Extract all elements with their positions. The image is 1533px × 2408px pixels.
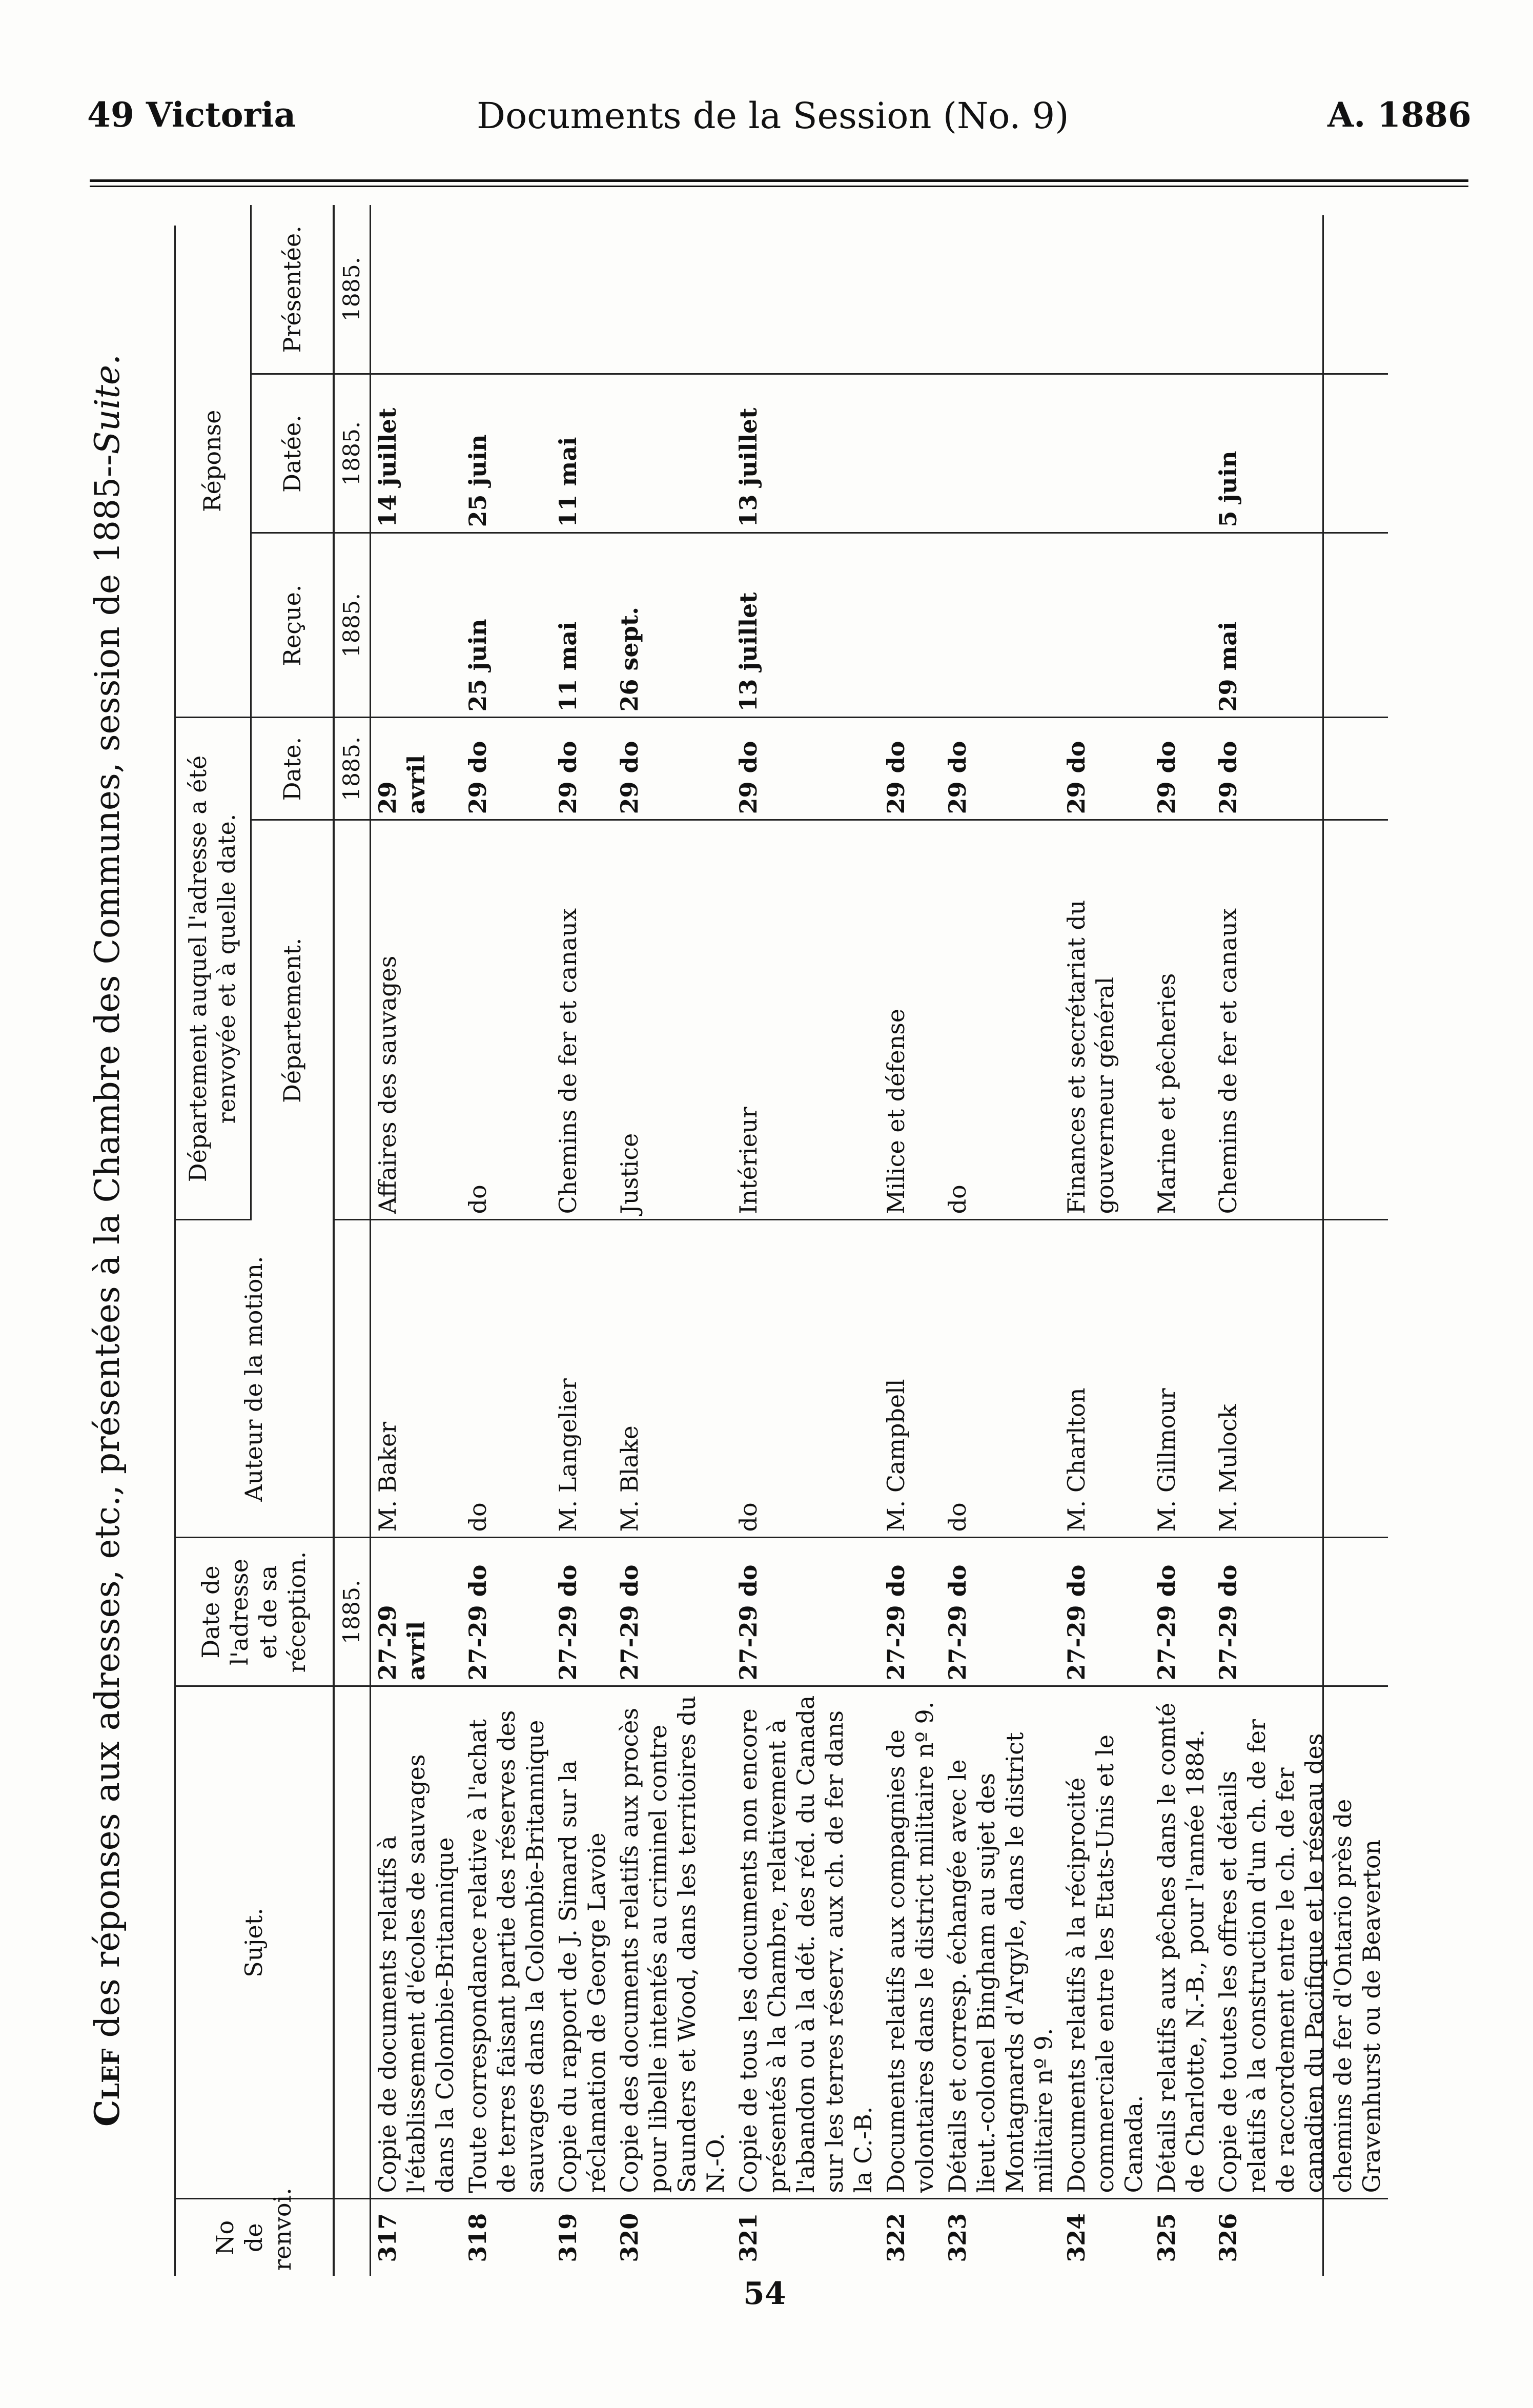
row-departement: Milice et défense [880,820,941,1220]
row-presentee [732,205,880,374]
row-date: 29 do [551,718,613,820]
col-header-departement-group: Département auquel l'adresse a été renvoyée et à quelle date. [174,718,251,1220]
col-header-date-adresse: Date de l'adresse et de sa réception. [174,1538,334,1686]
table-row [1212,205,1388,2276]
row-number: 320 [616,2213,643,2262]
row-auteur: M. Campbell [880,1220,941,1538]
row-presentee [371,205,462,374]
row-date-adresse: 27-29 do [551,1538,613,1686]
table-row [880,205,941,2276]
row-date-adresse: 27-29 do [941,1538,1060,1686]
row-auteur: M. Blake [613,1220,732,1538]
row-number: 325 [1153,2213,1180,2262]
row-auteur: M. Gillmour [1150,1220,1212,1538]
row-sujet: Documents relatifs à la réciprocité commerciale entre les Etats-Unis et le Canada. [1060,1686,1150,2199]
row-datee [941,374,1060,533]
year-date: 1885. [334,718,371,820]
row-datee: 14 juillet [371,374,462,533]
header-rule [90,179,1468,182]
col-header-auteur: Auteur de la motion. [174,1220,334,1538]
row-departement: Chemins de fer et canaux [1212,820,1388,1220]
row-date-adresse: 27-29 do [732,1538,880,1686]
row-number: 324 [1062,2213,1090,2262]
running-head [0,85,1533,141]
row-presentee [1212,205,1388,374]
row-departement: Affaires des sauvages [371,820,462,1220]
row-date: 29 avril [371,718,462,820]
row-presentee [1060,205,1150,374]
running-head-center: Documents de la Session (No. 9) [477,95,1069,137]
col-header-presentee: Présentée. [251,205,334,374]
row-datee [1060,374,1150,533]
col-header-no: No de renvoi. [211,2188,296,2271]
caption-suite: Suite. [88,354,127,455]
table-caption [87,205,127,2276]
row-auteur: M. Charlton [1060,1220,1150,1538]
row-presentee [613,205,732,374]
row-recue [371,533,462,718]
year-blank-auteur [334,1220,371,1538]
year-presentee: 1885. [334,205,371,374]
row-datee: 13 juillet [732,374,880,533]
rotated-table-wrapper [87,205,1385,2276]
row-date: 29 do [732,718,880,820]
row-date-adresse: 27-29 avril [371,1538,462,1686]
row-number: 326 [1214,2213,1242,2262]
col-header-recue: Reçue. [251,533,334,718]
row-departement: Chemins de fer et canaux [551,820,613,1220]
row-departement: do [941,820,1060,1220]
row-recue: 11 mai [551,533,613,718]
row-auteur: M. Langelier [551,1220,613,1538]
row-auteur: do [941,1220,1060,1538]
table-row [1060,205,1150,2276]
row-recue: 13 juillet [732,533,880,718]
row-sujet: Copie de tous les documents non encore présentés à la Chambre, relativement à l'abandon ou à la dét. des réd. du Canada sur les terres réserv. aux ch. de fer dans la C.-B. [732,1686,880,2199]
row-date-adresse: 27-29 do [613,1538,732,1686]
row-date-adresse: 27-29 do [1212,1538,1388,1686]
row-number: 323 [944,2213,971,2262]
running-head-left: 49 Victoria [87,95,296,135]
row-sujet: Copie de toutes les offres et détails relatifs à la construction d'un ch. de fer de raccordement entre le ch. de fer canadien du Pacifique et le réseau des chemins de fer d'Ontario près de Gravenhurst ou de Beaverton [1212,1686,1388,2199]
row-datee [1150,374,1212,533]
col-header-datee: Datée. [251,374,334,533]
year-recue: 1885. [334,533,371,718]
row-date: 29 do [1212,718,1388,820]
row-auteur: do [461,1220,551,1538]
row-number: 319 [554,2213,582,2262]
row-departement: Finances et secrétariat du gouverneur général [1060,820,1150,1220]
row-sujet: Toute correspondance relative à l'achat de terres faisant partie des réserves des sauvages dans la Colombie-Britannique [461,1686,551,2199]
row-number: 321 [734,2213,762,2262]
row-sujet: Copie de documents relatifs à l'établissement d'écoles de sauvages dans la Colombie-Britannique [371,1686,462,2199]
row-auteur: do [732,1220,880,1538]
row-number: 322 [882,2213,910,2262]
col-header-date: Date. [251,718,334,820]
row-recue: 29 mai [1212,533,1388,718]
row-recue [941,533,1060,718]
row-date-adresse: 27-29 do [461,1538,551,1686]
page-number: 54 [743,2276,786,2312]
running-head-right: A. 1886 [1327,95,1471,135]
row-presentee [1150,205,1212,374]
reply-ledger-table [174,205,1388,2276]
row-number: 318 [464,2213,492,2262]
col-header-reponse: Réponse [174,205,251,718]
year-datee: 1885. [334,374,371,533]
row-sujet: Documents relatifs aux compagnies de volontaires dans le district militaire nº 9. [880,1686,941,2199]
row-datee: 11 mai [551,374,613,533]
year-date-adresse: 1885. [334,1538,371,1686]
row-departement: Justice [613,820,732,1220]
table-row [941,205,1060,2276]
col-header-departement: Département. [251,820,334,1220]
caption-lead: Clef [87,2048,127,2127]
row-auteur: M. Mulock [1212,1220,1388,1538]
row-presentee [880,205,941,374]
year-blank-sujet [334,1686,371,2199]
row-sujet: Détails et corresp. échangée avec le lieut.-colonel Bingham au sujet des Montagnards d'Argyle, dans le district militaire nº 9. [941,1686,1060,2199]
row-sujet: Copie du rapport de J. Simard sur la réclamation de George Lavoie [551,1686,613,2199]
row-departement: do [461,820,551,1220]
row-date-adresse: 27-29 do [1150,1538,1212,1686]
table-row [732,205,880,2276]
ledger-body [371,205,1388,2276]
row-recue: 25 juin [461,533,551,718]
header-rule-thin [90,186,1468,187]
table-row [1150,205,1212,2276]
row-date: 29 do [880,718,941,820]
row-sujet: Détails relatifs aux pêches dans le comté de Charlotte, N.-B., pour l'année 1884. [1150,1686,1212,2199]
caption-text: des réponses aux adresses, etc., présentées à la Chambre des Communes, session de 1885-- [88,454,127,2049]
row-date: 29 do [613,718,732,820]
row-datee: 25 juin [461,374,551,533]
row-datee [613,374,732,533]
row-datee [880,374,941,533]
row-date-adresse: 27-29 do [1060,1538,1150,1686]
row-number: 317 [374,2213,401,2262]
row-date: 29 do [1150,718,1212,820]
row-datee: 5 juin [1212,374,1388,533]
year-blank [334,2199,371,2276]
table-row [461,205,551,2276]
row-recue [1060,533,1150,718]
row-date: 29 do [1060,718,1150,820]
col-header-sujet: Sujet. [174,1686,334,2199]
row-auteur: M. Baker [371,1220,462,1538]
row-departement: Marine et pêcheries [1150,820,1212,1220]
row-departement: Intérieur [732,820,880,1220]
row-recue: 26 sept. [613,533,732,718]
row-presentee [941,205,1060,374]
table-row [551,205,613,2276]
row-sujet: Copie des documents relatifs aux procès pour libelle intentés au criminel contre Saunders et Wood, dans les territoires du N.-O. [613,1686,732,2199]
row-date: 29 do [461,718,551,820]
row-presentee [461,205,551,374]
row-presentee [551,205,613,374]
year-blank-departement [334,820,371,1220]
row-recue [1150,533,1212,718]
row-date: 29 do [941,718,1060,820]
row-recue [880,533,941,718]
table-row [613,205,732,2276]
table-row [371,205,462,2276]
row-date-adresse: 27-29 do [880,1538,941,1686]
